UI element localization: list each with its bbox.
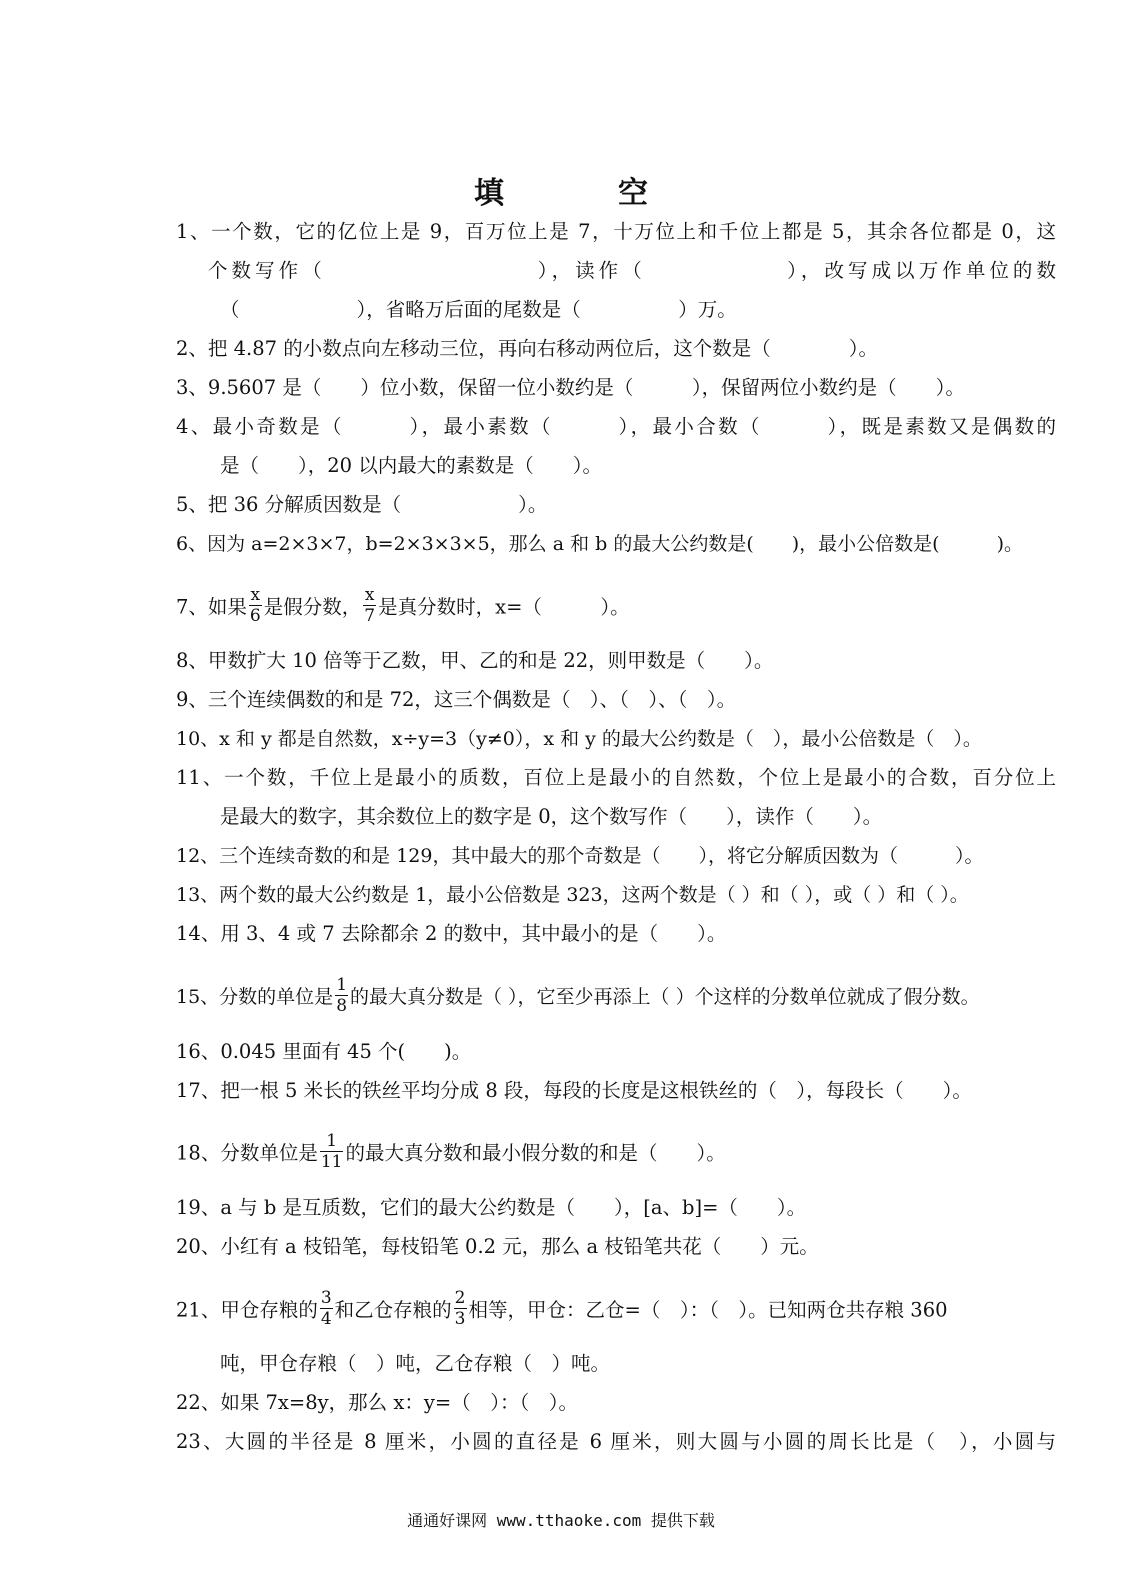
footer-credit: 通通好课网 www.tthaoke.com 提供下载 xyxy=(407,1511,715,1530)
question-19: 19、a 与 b 是互质数，它们的最大公约数是（ ），[a、b]=（ ）。 xyxy=(176,1196,807,1219)
question-6: 6、因为 a=2×3×7，b=2×3×3×5，那么 a 和 b 的最大公约数是( )，最小公倍数是( )。 xyxy=(176,533,1023,555)
question-21-line-2: 吨，甲仓存粮（ ）吨，乙仓存粮（ ）吨。 xyxy=(220,1352,611,1375)
fraction-1-over-8 xyxy=(335,977,348,1015)
question-3: 3、9.5607 是（ ）位小数，保留一位小数约是（ ），保留两位小数约是（ ）。 xyxy=(176,376,965,399)
question-16: 16、0.045 里面有 45 个( )。 xyxy=(176,1040,472,1063)
fraction-numerator: 2 xyxy=(454,1288,466,1308)
fraction-numerator: 1 xyxy=(336,975,348,995)
question-7-text-b: 是假分数， xyxy=(263,595,362,619)
question-21-text-a: 21、甲仓存粮的 xyxy=(176,1298,318,1322)
question-21-text-c: 相等，甲仓：乙仓=（ ）：（ ）。已知两仓共存粮 360 xyxy=(468,1298,948,1322)
question-4-line-1: 4、最小奇数是（ ），最小素数（ ），最小合数（ ），既是素数又是偶数的 xyxy=(176,415,1056,438)
fraction-numerator: x xyxy=(364,585,375,605)
question-18-text-b: 的最大真分数和最小假分数的和是（ ）。 xyxy=(345,1141,726,1165)
question-10: 10、x 和 y 都是自然数，x÷y=3（y≠0），x 和 y 的最大公约数是（ ），最小公倍数是（ ）。 xyxy=(176,728,982,750)
fraction-x-over-7 xyxy=(363,587,376,625)
question-7-text-c: 是真分数时，x=（ ）。 xyxy=(378,595,630,619)
fraction-denominator: 8 xyxy=(336,996,348,1016)
question-21-line-1 xyxy=(176,1288,1056,1329)
question-18 xyxy=(176,1131,1056,1172)
fraction-denominator: 3 xyxy=(454,1309,466,1329)
question-11-line-2: 是最大的数字，其余数位上的数字是 0，这个数写作（ ），读作（ ）。 xyxy=(220,805,883,828)
fraction-numerator: 3 xyxy=(320,1288,332,1308)
question-15-text-b: 的最大真分数是（ ），它至少再添上（ ）个这样的分数单位就成了假分数。 xyxy=(350,986,980,1008)
question-8: 8、甲数扩大 10 倍等于乙数，甲、乙的和是 22，则甲数是（ ）。 xyxy=(176,649,774,672)
question-2: 2、把 4.87 的小数点向左移动三位，再向右移动两位后，这个数是（ ）。 xyxy=(176,337,878,360)
question-1-line-2: 个数写作（ ），读作（ ），改写成以万作单位的数 xyxy=(208,259,1056,282)
fraction-numerator: x xyxy=(250,585,261,605)
question-1-line-3: （ ），省略万后面的尾数是（ ）万。 xyxy=(220,298,737,321)
question-9: 9、三个连续偶数的和是 72，这三个偶数是（ ）、（ ）、（ ）。 xyxy=(176,688,737,711)
question-21-text-b: 和乙仓存粮的 xyxy=(334,1298,452,1322)
question-15 xyxy=(176,975,1056,1016)
question-14: 14、用 3、4 或 7 去除都余 2 的数中，其中最小的是（ ）。 xyxy=(176,922,727,945)
fraction-1-over-11 xyxy=(320,1133,344,1171)
fraction-denominator: 7 xyxy=(364,606,376,626)
question-22: 22、如果 7x=8y，那么 x：y=（ ）：（ ）。 xyxy=(176,1391,578,1414)
fraction-2-over-3 xyxy=(454,1290,467,1328)
question-13: 13、两个数的最大公约数是 1，最小公倍数是 323，这两个数是（ ）和（ ），或（ ）和（ ）。 xyxy=(176,884,969,906)
fraction-denominator: 4 xyxy=(320,1309,332,1329)
question-4-line-2: 是（ ），20 以内最大的素数是（ ）。 xyxy=(220,454,603,477)
page-title: 填 空 xyxy=(474,176,690,211)
fraction-denominator: 6 xyxy=(249,606,261,626)
question-18-text-a: 18、分数单位是 xyxy=(176,1141,318,1165)
question-17: 17、把一根 5 米长的铁丝平均分成 8 段，每段的长度是这根铁丝的（ ），每段长（ ）。 xyxy=(176,1079,972,1102)
question-20: 20、小红有 a 枝铅笔，每枝铅笔 0.2 元，那么 a 枝铅笔共花（ ）元。 xyxy=(176,1235,819,1258)
question-1-line-1: 1、一个数，它的亿位上是 9，百万位上是 7，十万位上和千位上都是 5，其余各位都是 0，这 xyxy=(176,220,1056,243)
fraction-x-over-6 xyxy=(249,587,262,625)
question-23: 23、大圆的半径是 8 厘米，小圆的直径是 6 厘米，则大圆与小圆的周长比是（ ），小圆与 xyxy=(176,1430,1056,1453)
question-5: 5、把 36 分解质因数是（ ）。 xyxy=(176,493,548,516)
question-7-text-a: 7、如果 xyxy=(176,595,247,619)
fraction-3-over-4 xyxy=(320,1290,333,1328)
question-15-text-a: 15、分数的单位是 xyxy=(176,986,334,1008)
question-7 xyxy=(176,585,1056,626)
fraction-numerator: 1 xyxy=(320,1133,344,1152)
fraction-denominator: 11 xyxy=(320,1152,343,1172)
question-11-line-1: 11、一个数，千位上是最小的质数，百位上是最小的自然数，个位上是最小的合数，百分位上 xyxy=(176,766,1056,789)
question-12: 12、三个连续奇数的和是 129，其中最大的那个奇数是（ ），将它分解质因数为（ ）。 xyxy=(176,845,984,867)
